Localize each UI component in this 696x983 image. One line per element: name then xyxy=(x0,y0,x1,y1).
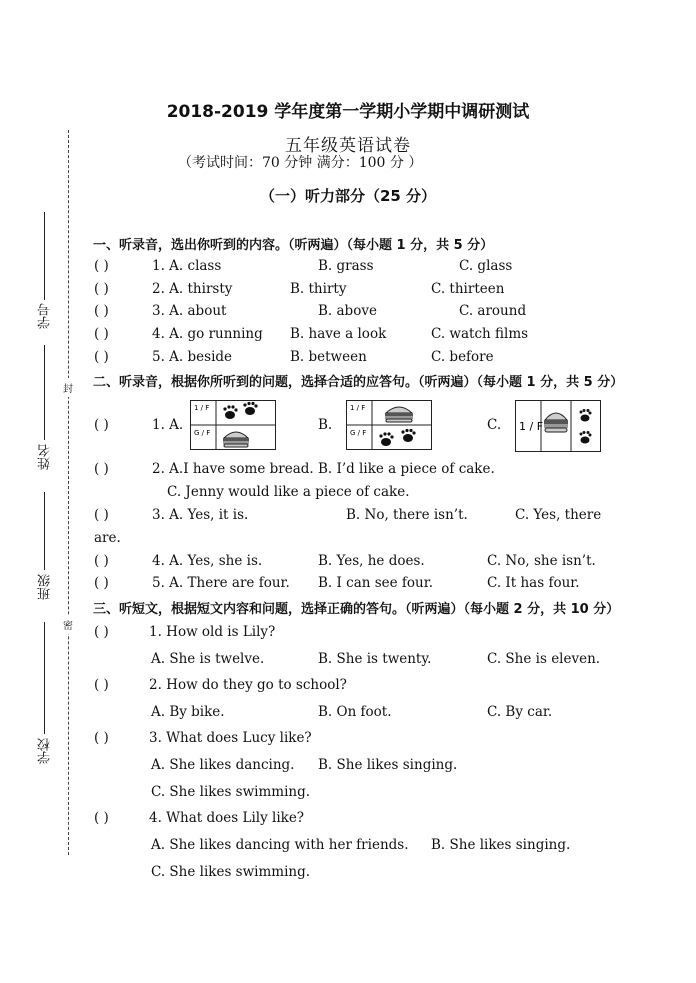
exam-info: （考试时间：70 分钟 满分：100 分 ） xyxy=(178,155,423,171)
question-text: 3. What does Lucy like? xyxy=(149,730,312,746)
option-a: 5. A. There are four. xyxy=(152,575,290,591)
option-b: B. Yes, he does. xyxy=(318,553,425,569)
class-line xyxy=(44,492,45,570)
option-b: B. grass xyxy=(318,258,374,274)
option-c: C. glass xyxy=(459,258,513,274)
class-label: 班级 xyxy=(38,574,53,600)
option-a-label: 1. A. xyxy=(152,417,184,433)
section3-heading: 三、听短文，根据短文内容和问题，选择正确的答句。（听两遍）（每小题 2 分，共 10 分） xyxy=(93,602,620,617)
floor-label-gf: G / F xyxy=(350,429,367,437)
option-a: 4. A. Yes, she is. xyxy=(152,553,263,569)
answer-blank[interactable]: ( ) xyxy=(94,553,109,569)
option-c-label: C. xyxy=(487,417,502,433)
floor-label-1f: 1 / F xyxy=(194,404,210,412)
option-b: B. No, there isn’t. xyxy=(346,507,468,523)
option-c: C. She is eleven. xyxy=(487,651,601,667)
part-heading: （一）听力部分（25 分） xyxy=(259,187,437,205)
student-id-line xyxy=(44,212,45,300)
option-b: B. She is twenty. xyxy=(318,651,432,667)
option-a: 3. A. Yes, it is. xyxy=(152,507,249,523)
student-id-label: 学号 xyxy=(38,303,53,329)
answer-blank[interactable]: ( ) xyxy=(94,624,109,640)
floor-label-gf: G / F xyxy=(194,429,211,437)
option-b: B. between xyxy=(290,349,367,365)
option-c: C. She likes swimming. xyxy=(151,864,311,880)
option-c: C. By car. xyxy=(487,704,553,720)
option-b: B. thirty xyxy=(290,281,347,297)
name-line xyxy=(44,345,45,440)
school-label: 学校 xyxy=(38,738,53,764)
option-c: C. before xyxy=(431,349,494,365)
option-b: B. She likes singing. xyxy=(431,837,571,853)
seal-mark-2: 密 xyxy=(63,615,73,634)
section1-heading: 一、听录音，选出你听到的内容。（听两遍）（每小题 1 分，共 5 分） xyxy=(93,238,494,253)
answer-blank[interactable]: ( ) xyxy=(94,258,109,274)
floor-label-1f: 1 / F xyxy=(519,420,544,433)
answer-blank[interactable]: ( ) xyxy=(94,677,109,693)
binding-dashed-line xyxy=(68,130,69,855)
option-c: C. Jenny would like a piece of cake. xyxy=(167,484,410,500)
option-c: C. watch films xyxy=(431,326,529,342)
answer-blank[interactable]: ( ) xyxy=(94,281,109,297)
option-b: B. I’d like a piece of cake. xyxy=(318,461,495,477)
option-c: C. Yes, there xyxy=(515,507,602,523)
question-text: 1. How old is Lily? xyxy=(149,624,276,640)
option-c: C. thirteen xyxy=(431,281,505,297)
option-c: C. It has four. xyxy=(487,575,580,591)
option-a: A. By bike. xyxy=(151,704,225,720)
option-b: B. have a look xyxy=(290,326,387,342)
option-a: 4. A. go running xyxy=(152,326,263,342)
exam-subtitle: 五年级英语试卷 xyxy=(285,136,411,156)
picture-a xyxy=(190,400,276,450)
option-b: B. above xyxy=(318,303,377,319)
exam-title: 2018-2019 学年度第一学期小学期中调研测试 xyxy=(166,102,530,122)
option-a: A. She likes dancing with her friends. xyxy=(151,837,409,853)
answer-blank[interactable]: ( ) xyxy=(94,349,109,365)
option-b-label: B. xyxy=(318,417,333,433)
option-a: A. She is twelve. xyxy=(151,651,265,667)
answer-blank[interactable]: ( ) xyxy=(94,810,109,826)
name-label: 姓名 xyxy=(38,444,53,470)
option-a: 5. A. beside xyxy=(152,349,233,365)
option-a: 3. A. about xyxy=(152,303,227,319)
option-c: C. around xyxy=(459,303,527,319)
option-b: B. She likes singing. xyxy=(318,757,458,773)
answer-blank[interactable]: ( ) xyxy=(94,417,109,433)
answer-blank[interactable]: ( ) xyxy=(94,575,109,591)
answer-blank[interactable]: ( ) xyxy=(94,730,109,746)
option-b: B. On foot. xyxy=(318,704,392,720)
answer-blank[interactable]: ( ) xyxy=(94,461,109,477)
floor-label-1f: 1 / F xyxy=(350,404,366,412)
question-text: 2. How do they go to school? xyxy=(149,677,347,693)
option-c: C. No, she isn’t. xyxy=(487,553,596,569)
section2-heading: 二、听录音，根据你所听到的问题，选择合适的应答句。（听两遍）（每小题 1 分，共 5 分） xyxy=(93,375,624,390)
answer-blank[interactable]: ( ) xyxy=(94,507,109,523)
school-line xyxy=(44,622,45,734)
seal-mark: 封 xyxy=(63,378,73,397)
option-a: 2. A. thirsty xyxy=(152,281,233,297)
option-b: B. I can see four. xyxy=(318,575,434,591)
option-c: C. She likes swimming. xyxy=(151,784,311,800)
picture-c xyxy=(515,400,601,452)
answer-blank[interactable]: ( ) xyxy=(94,303,109,319)
option-c-continued: are. xyxy=(94,530,121,546)
answer-blank[interactable]: ( ) xyxy=(94,326,109,342)
option-a: A. She likes dancing. xyxy=(151,757,295,773)
option-a: 1. A. class xyxy=(152,258,222,274)
option-a: 2. A.I have some bread. xyxy=(152,461,314,477)
question-text: 4. What does Lily like? xyxy=(149,810,305,826)
picture-b xyxy=(346,400,432,450)
